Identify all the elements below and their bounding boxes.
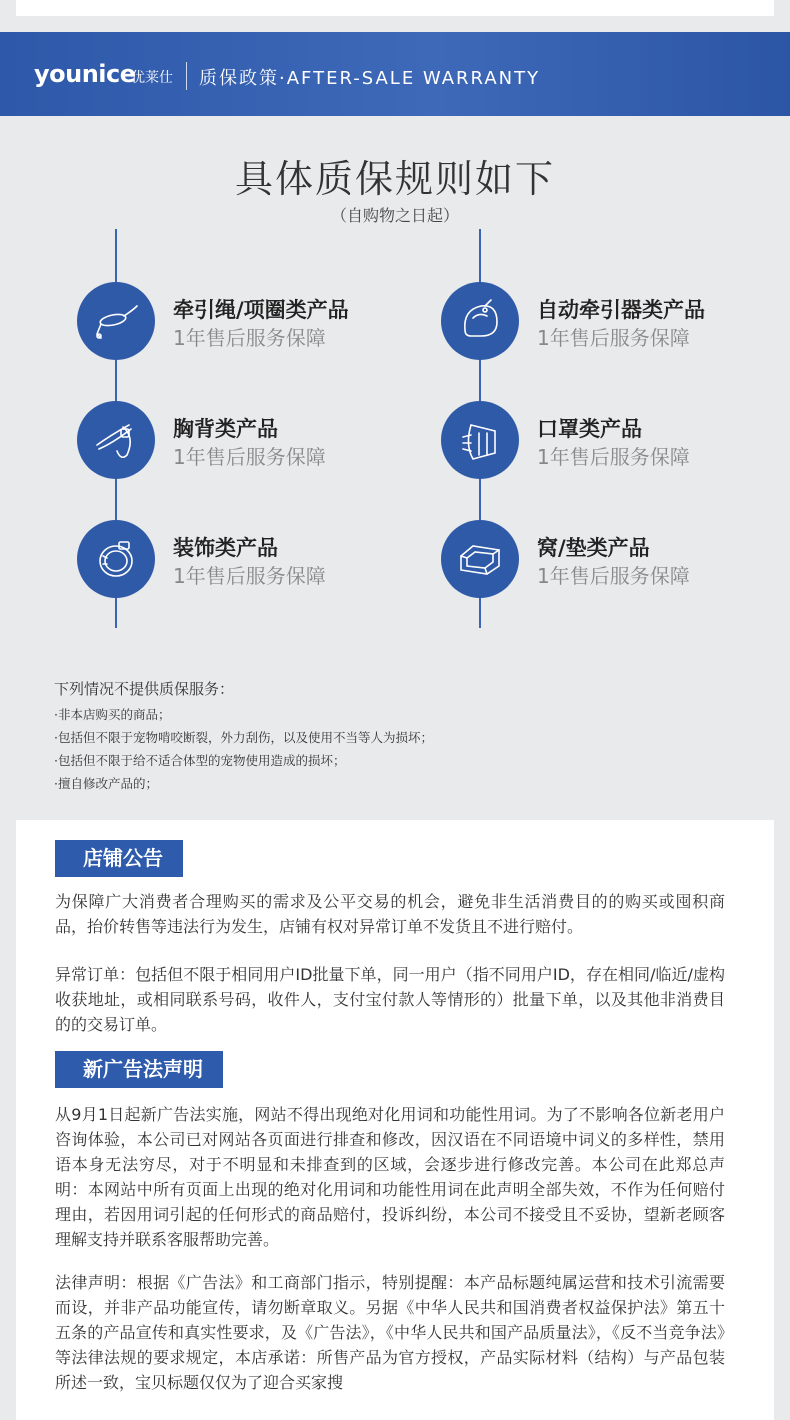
category-name: 牵引绳/项圈类产品: [173, 298, 349, 322]
exclusion-item: ·包括但不限于给不适合体型的宠物使用造成的损坏；: [54, 753, 346, 768]
store-notice-paragraph: 为保障广大消费者合理购买的需求及公平交易的机会，避免非生活消费目的的购买或囤积商品，抬价转售等违法行为发生，店铺有权对异常订单不发货且不进行赔付。: [55, 892, 725, 936]
warranty-banner: [0, 32, 790, 116]
store-notice-paragraph: 异常订单：包括但不限于相同用户ID批量下单，同一用户（指不同用户ID，存在相同/临近/虚构收获地址，或相同联系号码，收件人，支付宝付款人等情形的）批量下单，以及其他非消费目的的交易订单。: [55, 965, 725, 1034]
category-name: 自动牵引器类产品: [537, 298, 705, 322]
category-desc: 1年售后服务保障: [173, 564, 326, 588]
store-notice-heading: 店铺公告: [55, 840, 183, 877]
collar-icon: [77, 520, 155, 598]
ad-law-paragraph: 从9月1日起新广告法实施，网站不得出现绝对化用词和功能性用词。为了不影响各位新老用户咨询体验，本公司已对网站各页面进行排查和修改，因汉语在不同语境中词义的多样性，禁用语本身无法穷尽，对于不明显和未排查到的区域，会逐步进行修改完善。本公司在此郑总声明：本网站中所有页面上出现的绝对化用词和功能性用词在此声明全部失效，不作为任何赔付理由，若因用词引起的任何形式的商品赔付，投诉纠纷，本公司不接受且不妥协，望新老顾客理解支持并联系客服帮助完善。: [55, 1105, 725, 1249]
ad-law-paragraph: 法律声明：根据《广告法》和工商部门指示，特别提醒：本产品标题纯属运营和技术引流需要而设，并非产品功能宣传，请勿断章取义。另据《中华人民共和国消费者权益保护法》第五十五条的产品宣传和真实性要求，及《广告法》，《中华人民共和国产品质量法》，《反不当竞争法》等法律法规的要求规定，本店承诺：所售产品为官方授权，产品实际材料（结构）与产品包装所述一致，宝贝标题仅仅为了迎合买家搜: [55, 1273, 725, 1392]
top-card: [16, 0, 774, 16]
leash-icon: [77, 282, 155, 360]
retractable-leash-icon: [441, 282, 519, 360]
banner-divider: [186, 62, 187, 90]
category-desc: 1年售后服务保障: [173, 326, 326, 350]
category-desc: 1年售后服务保障: [173, 445, 326, 469]
exclusion-item: ·包括但不限于宠物啃咬断裂，外力刮伤，以及使用不当等人为损坏；: [54, 730, 433, 745]
ad-law-heading: 新广告法声明: [55, 1051, 223, 1088]
warranty-title: 具体质保规则如下: [234, 157, 555, 201]
exclusion-title: 下列情况不提供质保服务：: [54, 680, 235, 698]
brand-logo: younice: [34, 60, 136, 88]
category-name: 窝/垫类产品: [537, 536, 650, 560]
category-desc: 1年售后服务保障: [537, 326, 690, 350]
muzzle-icon: [441, 401, 519, 479]
banner-title: 质保政策·AFTER-SALE WARRANTY: [199, 68, 541, 89]
warranty-subtitle: （自购物之日起）: [330, 206, 459, 225]
category-desc: 1年售后服务保障: [537, 445, 690, 469]
category-name: 口罩类产品: [537, 417, 642, 441]
brand-logo-cn: 优莱仕: [131, 70, 173, 86]
exclusion-item: ·擅自修改产品的；: [54, 776, 158, 791]
exclusion-item: ·非本店购买的商品；: [54, 707, 171, 722]
category-desc: 1年售后服务保障: [537, 564, 690, 588]
category-name: 装饰类产品: [173, 536, 278, 560]
category-name: 胸背类产品: [173, 417, 278, 441]
harness-icon: [77, 401, 155, 479]
pet-bed-icon: [441, 520, 519, 598]
exclusion-list: [54, 678, 754, 795]
